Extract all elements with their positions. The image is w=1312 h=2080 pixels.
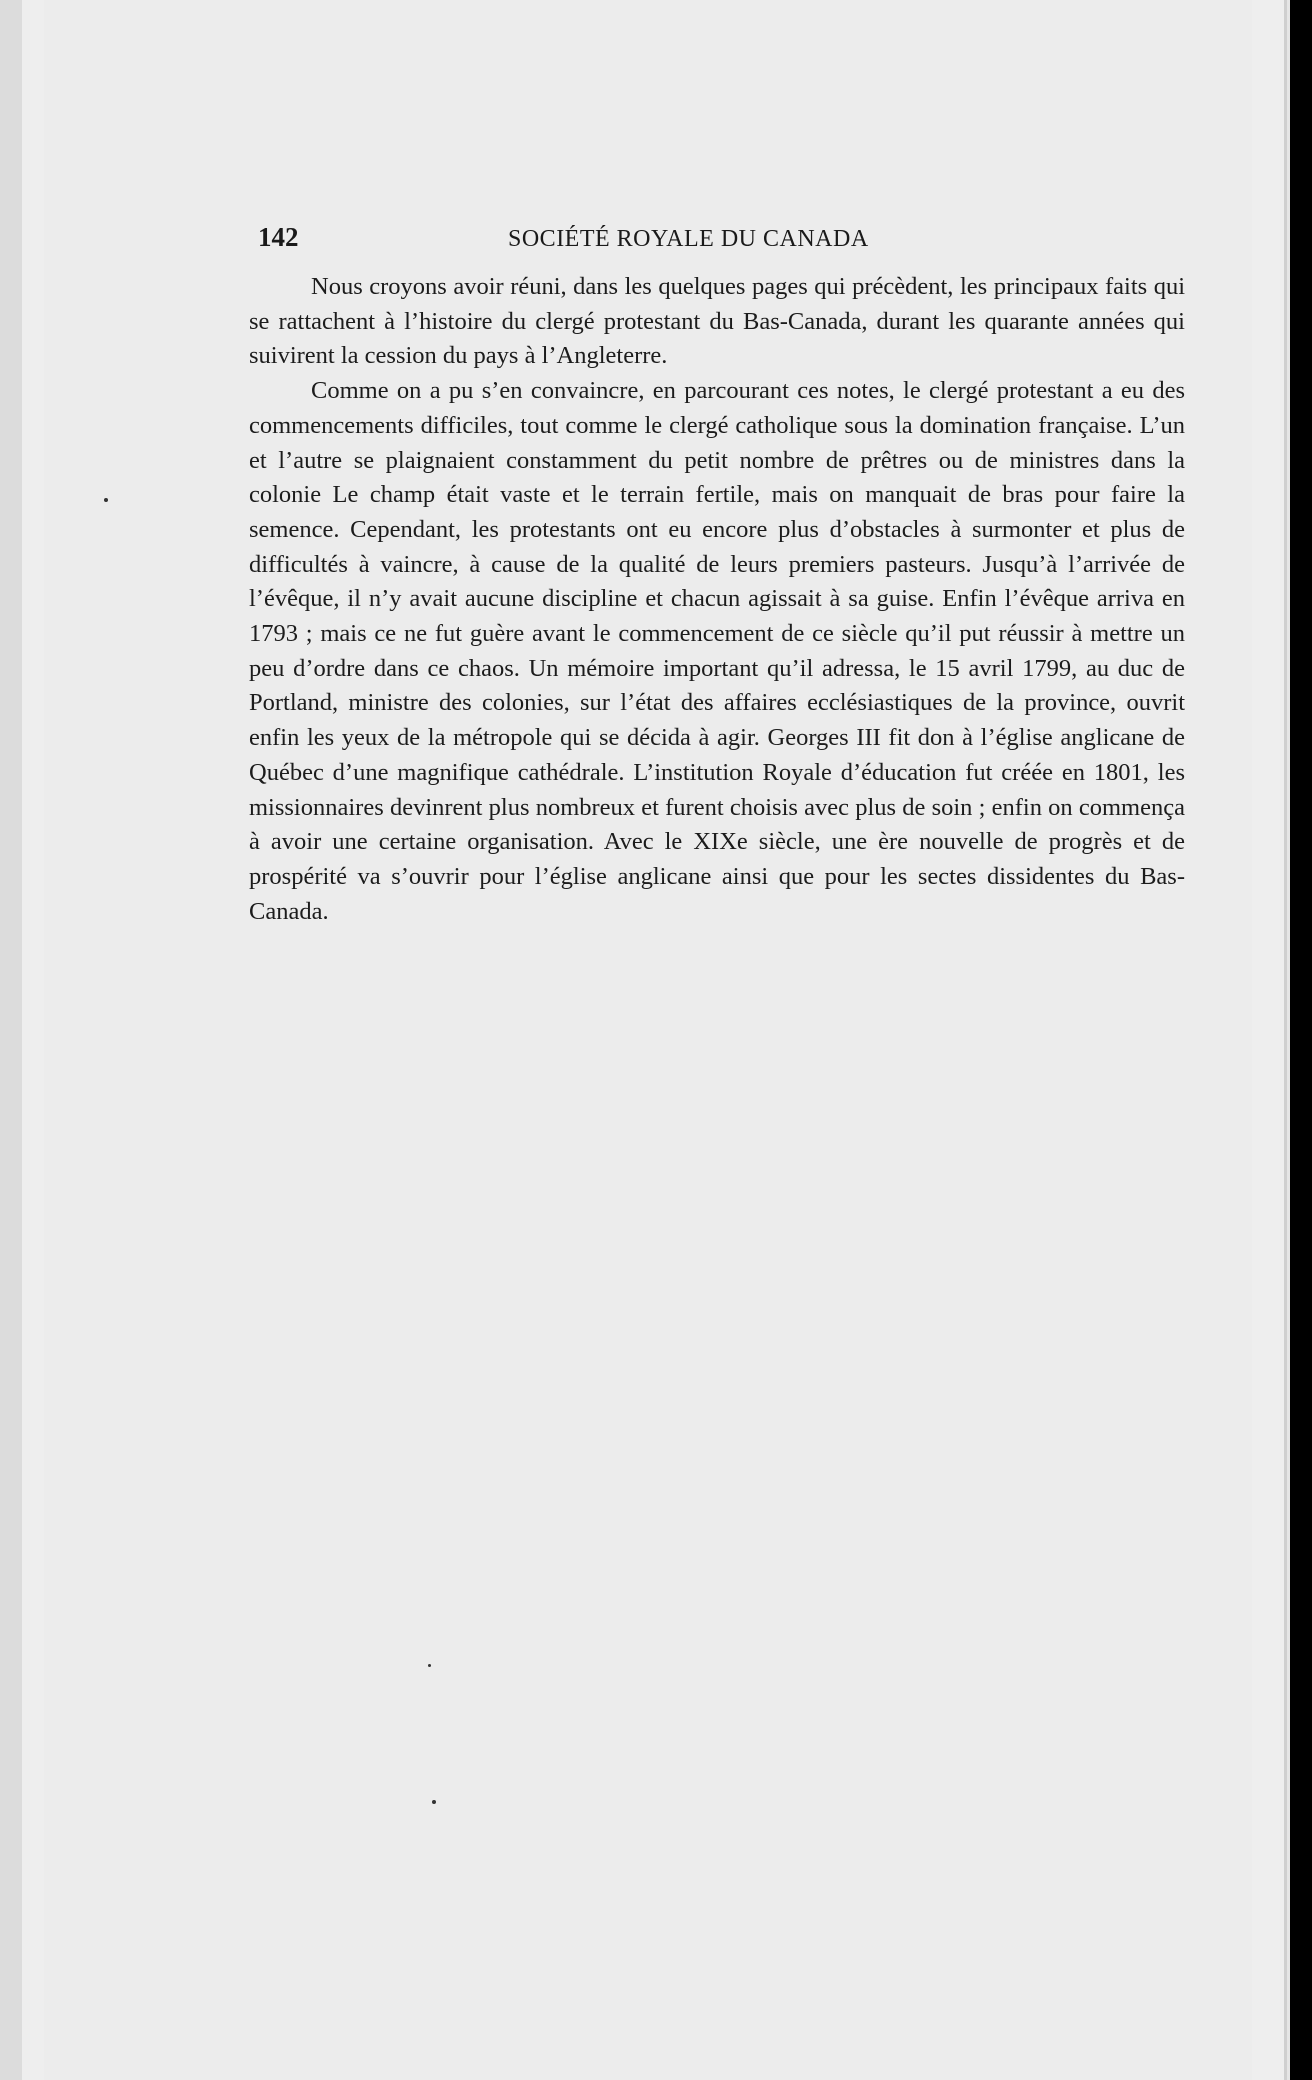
paragraph: Comme on a pu s’en convaincre, en parcourant ces notes, le clergé protestant a eu des commencements difficiles, tout comme le clergé catholique sous la domination française. L’un et l’autre se plaignaient constamment du petit nombre de prêtres ou de ministres dans la colonie Le champ était vaste et le terrain fertile, mais on manquait de bras pour faire la semence. Cependant, les protestants ont eu encore plus d’obstacles à surmonter et plus de difficultés à vaincre, à cause de la qualité de leurs premiers pasteurs. Jusqu’à l’arrivée de l’évêque, il n’y avait aucune discipline et chacun agissait à sa guise. Enfin l’évêque arriva en 1793 ; mais ce ne fut guère avant le commencement de ce siècle qu’il put réussir à mettre un peu d’ordre dans ce chaos. Un mémoire important qu’il adressa, le 15 avril 1799, au duc de Portland, ministre des colonies, sur l’état des affaires ecclésiastiques de la province, ouvrit enfin les yeux de la métropole qui se décida à agir. Georges III fit don à l’église anglicane de Québec d’une magnifique cathédrale. L’institution Royale d’éducation fut créée en 1801, les missionnaires devinrent plus nombreux et furent choisis avec plus de soin ; enfin on commença à avoir une certaine organisation. Avec le XIXe siècle, une ère nouvelle de progrès et de prospérité va s’ouvrir pour l’église anglicane ainsi que pour les sectes dissidentes du Bas-Canada. <box>249 377 1185 925</box>
page-number: 142 <box>258 222 299 252</box>
print-speck <box>428 1664 431 1667</box>
paragraph: Nous croyons avoir réuni, dans les quelques pages qui précèdent, les principaux faits qui se rattachent à l’histoire du clergé protestant du Bas-Canada, durant les quarante années qui suivirent la cession du pays à l’Angleterre. <box>249 273 1185 370</box>
print-speck <box>104 498 108 502</box>
body-text <box>249 270 1185 929</box>
running-head: SOCIÉTÉ ROYALE DU CANADA <box>508 226 869 252</box>
print-speck <box>432 1800 436 1804</box>
page-header <box>258 222 918 262</box>
